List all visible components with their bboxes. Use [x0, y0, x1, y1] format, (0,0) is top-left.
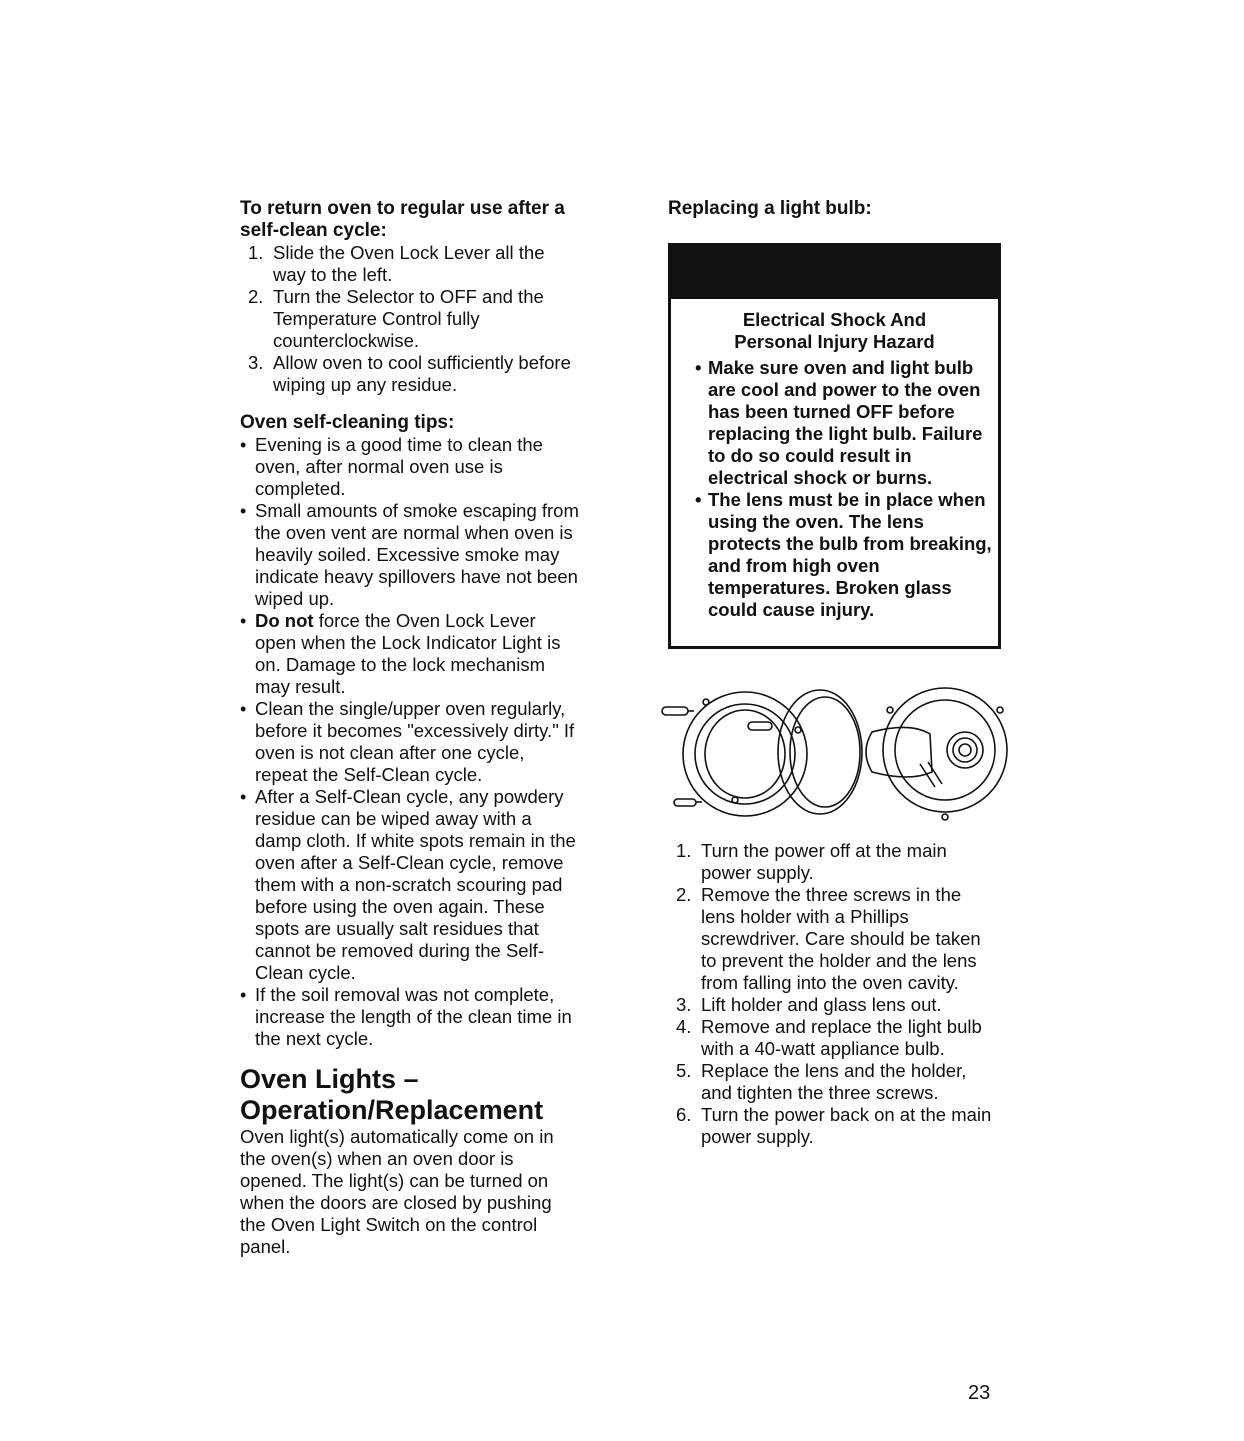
warning-header-bar: [671, 246, 998, 299]
list-item: • After a Self-Clean cycle, any powdery residue can be wiped away with a damp cloth. If white spots remain in the oven after a Self-Clean cycle, remove them with a non-scratch scouring pad before using the oven again. These spots are usually salt residues that cannot be removed during the Self-Clean cycle.: [240, 786, 580, 984]
illustration-svg: [660, 672, 1010, 827]
list-item: 5. Replace the lens and the holder, and tighten the three screws.: [676, 1060, 967, 1103]
list-item: • Make sure oven and light bulb are cool and power to the oven has been turned OFF before replacing the light bulb. Failure to do so could result in electrical shock or burns.: [708, 357, 998, 489]
list-item: 6. Turn the power back on at the main power supply.: [676, 1104, 992, 1147]
list-item: 2. Turn the Selector to OFF and the Temperature Control fully counterclockwise.: [248, 286, 544, 351]
list-item: 2. Remove the three screws in the lens holder with a Phillips screwdriver. Care should be taken to prevent the holder and the lens from falling into the oven cavity.: [676, 884, 981, 993]
list-item: • Evening is a good time to clean the oven, after normal oven use is completed.: [240, 434, 580, 500]
bulb-heading: Replacing a light bulb:: [668, 198, 872, 219]
list-item: 3. Lift holder and glass lens out.: [676, 994, 942, 1015]
warning-list: [671, 357, 998, 621]
tip-emphasis: Do not: [255, 610, 314, 631]
replacement-steps-list: [668, 840, 998, 1148]
replacement-steps: [668, 840, 998, 1148]
lights-heading-line1: Oven Lights –: [240, 1064, 419, 1094]
return-heading: To return oven to regular use after a self-clean cycle:: [240, 198, 565, 241]
list-item: 1. Slide the Oven Lock Lever all the way to the left.: [248, 242, 545, 285]
list-item: • Small amounts of smoke escaping from the oven vent are normal when oven is heavily soiled. Excessive smoke may indicate heavy spillovers have not been wiped up.: [240, 500, 580, 610]
tips-list: [240, 434, 580, 1050]
right-column: [668, 198, 1013, 220]
list-item: 4. Remove and replace the light bulb with a 40-watt appliance bulb.: [676, 1016, 982, 1059]
list-item: • Clean the single/upper oven regularly, before it becomes "excessively dirty." If oven is not clean after one cycle, repeat the Self-Clean cycle.: [240, 698, 580, 786]
lights-heading-line2: Operation/Replacement: [240, 1095, 544, 1125]
page-number: 23: [968, 1382, 991, 1404]
tips-heading: Oven self-cleaning tips:: [240, 412, 455, 433]
list-item: 1. Turn the power off at the main power supply.: [676, 840, 947, 883]
lights-paragraph: Oven light(s) automatically come on in the oven(s) when an oven door is opened. The light(s) can be turned on when the doors are closed by pushing the Oven Light Switch on the control panel.: [240, 1126, 554, 1257]
list-item: • The lens must be in place when using the oven. The lens protects the bulb from breaking, and from high oven temperatures. Broken glass could cause injury.: [708, 489, 998, 621]
list-item: • If the soil removal was not complete, increase the length of the clean time in the next cycle.: [240, 984, 580, 1050]
left-column: [240, 198, 580, 1258]
warning-box: [668, 243, 1001, 649]
warning-title: Electrical Shock And Personal Injury Hazard: [734, 309, 935, 352]
list-item: 3. Allow oven to cool sufficiently before wiping up any residue.: [248, 352, 571, 395]
light-bulb-lens-assembly-icon: [660, 672, 1010, 827]
return-steps-list: [240, 242, 580, 396]
list-item: • Do not force the Oven Lock Lever open when the Lock Indicator Light is on. Damage to the lock mechanism may result.: [240, 610, 580, 698]
